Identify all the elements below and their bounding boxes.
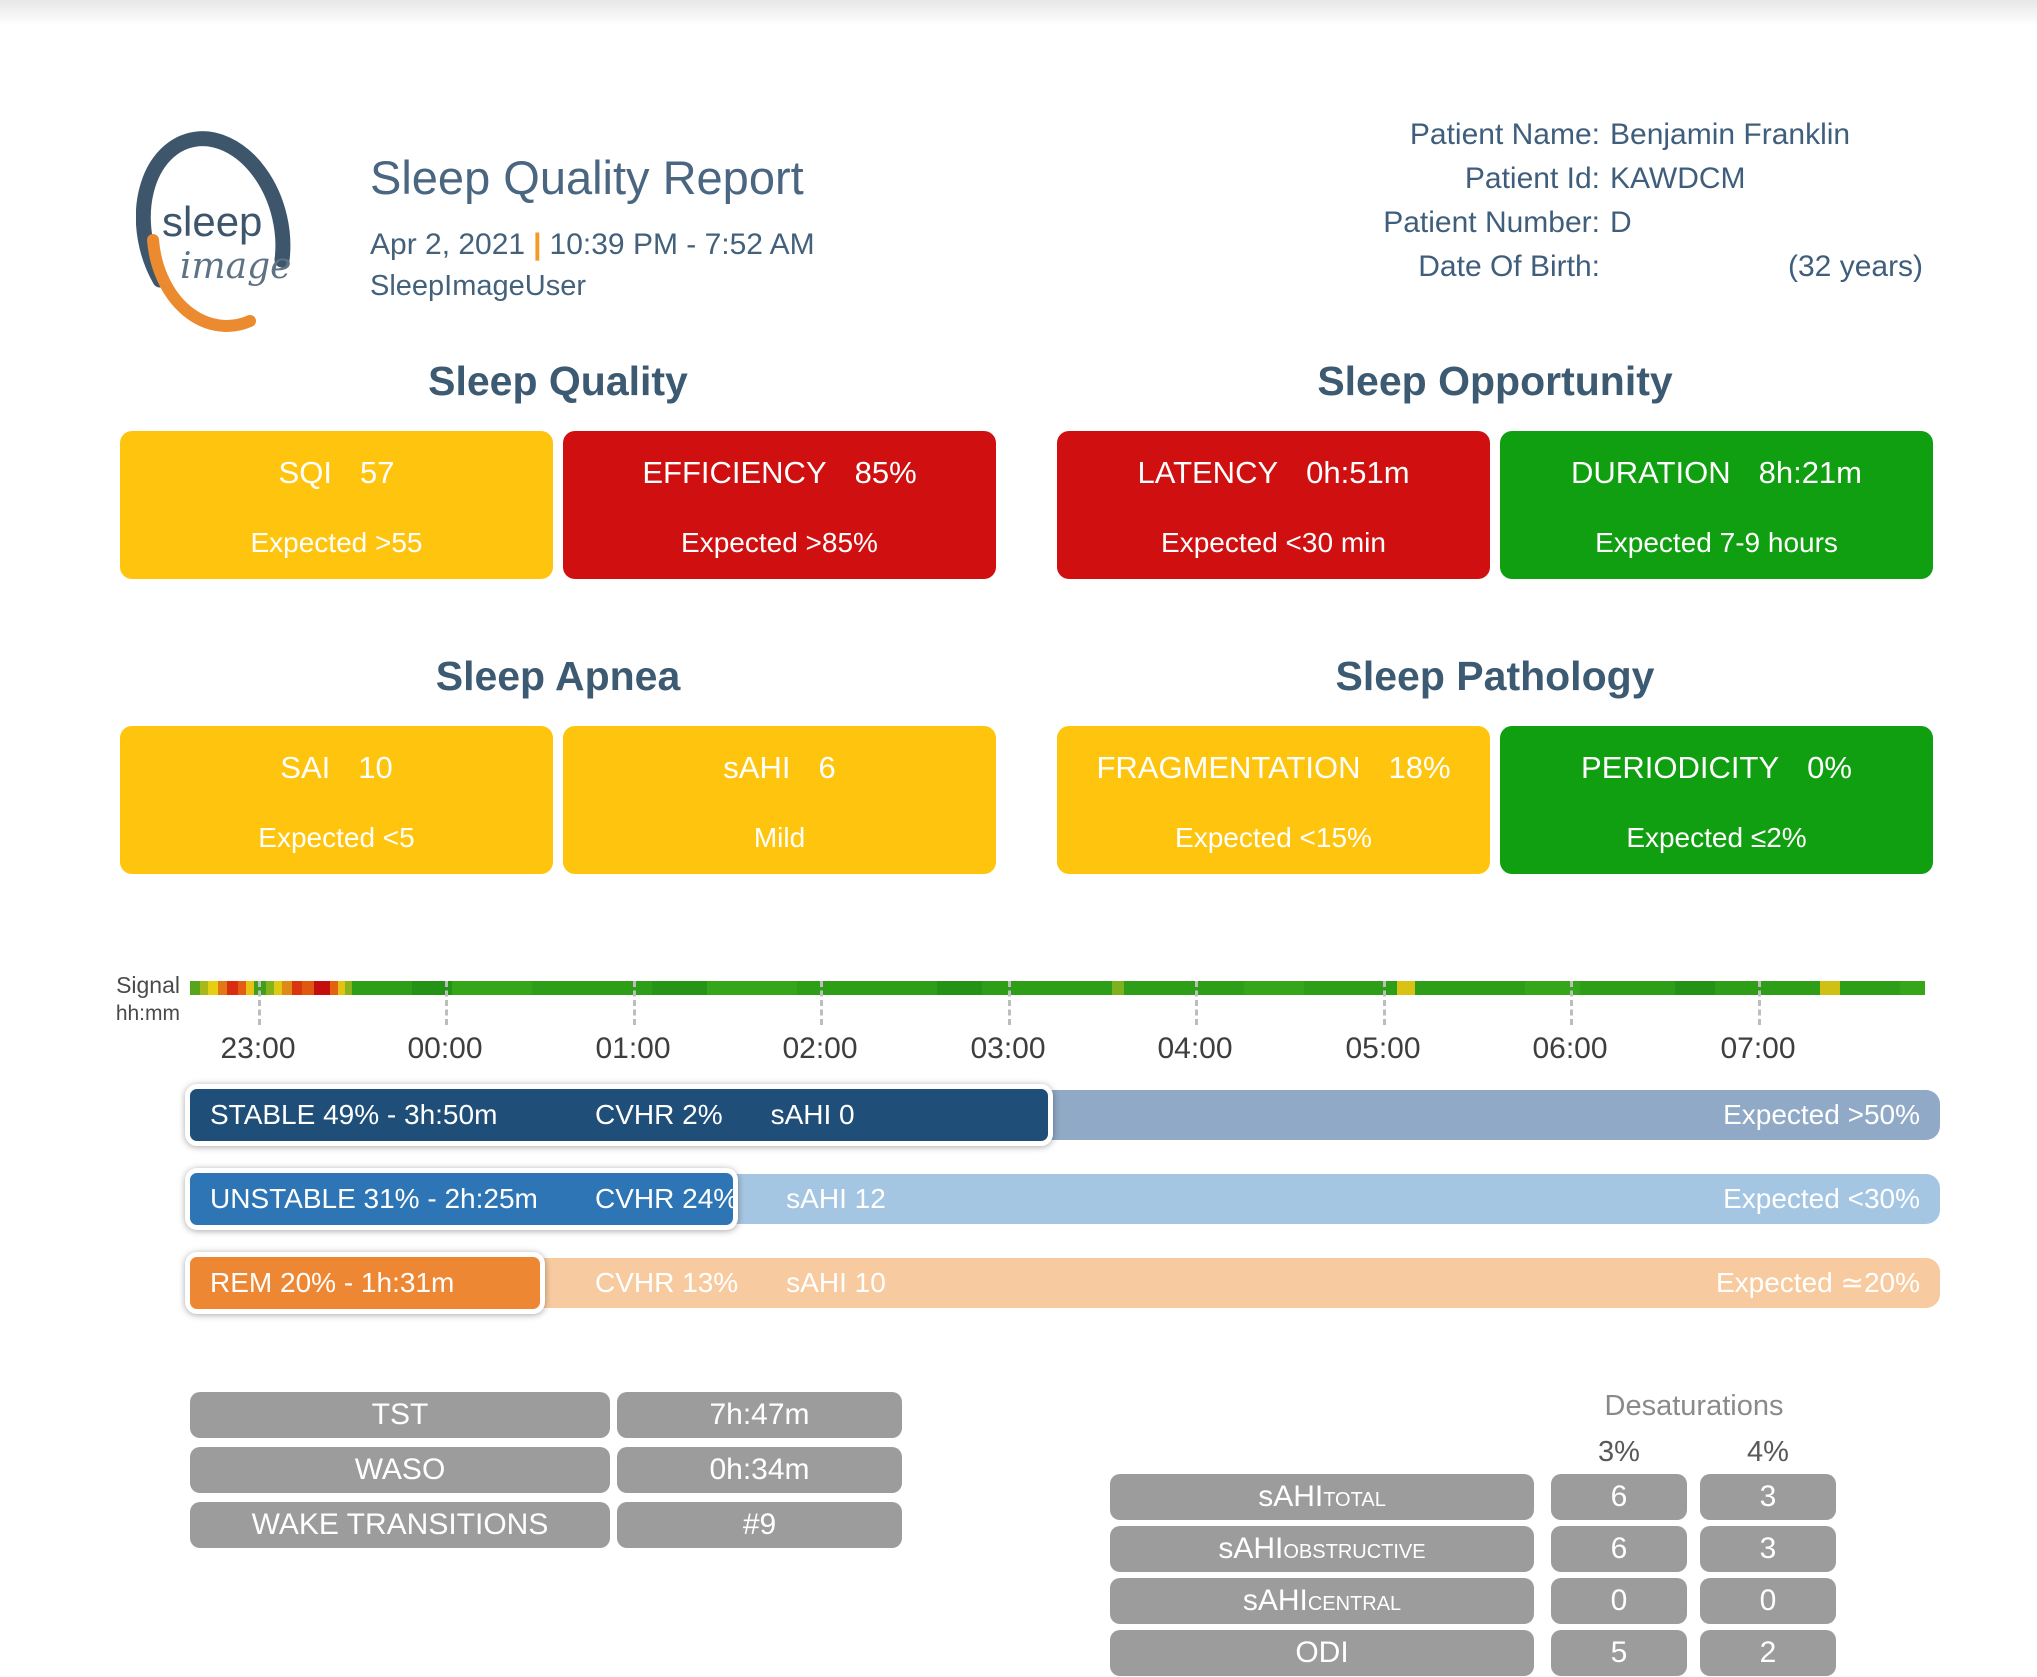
signal-segment (190, 981, 200, 995)
desat-label-base: sAHI (1258, 1480, 1324, 1513)
signal-segment (707, 981, 797, 995)
metric-label: EFFICIENCY (642, 455, 827, 490)
state-bar-rem (190, 1258, 1940, 1308)
tick-mark (1008, 981, 1011, 1025)
signal-segment (452, 981, 532, 995)
signal-segment (238, 981, 246, 995)
date-separator: | (533, 228, 542, 261)
signal-segment (352, 981, 412, 995)
tick-mark (820, 981, 823, 1025)
signal-segment (1820, 981, 1840, 995)
state-bar-expected: Expected <30% (1723, 1183, 1920, 1214)
desat-label-subscript: TOTAL (1323, 1489, 1386, 1511)
state-bar-expected: Expected ≃20% (1715, 1267, 1920, 1298)
signal-segment (1244, 981, 1304, 995)
metric-expected: Mild (753, 822, 806, 853)
patient-label: Date Of Birth: (1418, 250, 1600, 283)
report-user: SleepImageUser (370, 270, 586, 302)
metric-label: SAI (280, 750, 331, 785)
tick-label: 23:00 (220, 1032, 296, 1065)
metric-card-duration (1500, 431, 1933, 579)
metric-value: 10 (358, 750, 393, 785)
metric-card-header (1057, 750, 1490, 786)
signal-segment (338, 981, 345, 995)
tick-mark (445, 981, 448, 1025)
section-title: Sleep Apnea (435, 653, 681, 699)
patient-value-text: Benjamin Franklin (1610, 118, 1851, 151)
section-cards (1057, 726, 1933, 874)
metric-value: 57 (359, 455, 395, 490)
summary-label-pill: WASO (190, 1447, 610, 1493)
patient-value (1610, 250, 1935, 284)
tick-label: 01:00 (595, 1032, 671, 1065)
tick-label: 02:00 (782, 1032, 858, 1065)
metric-expected: Expected >55 (250, 527, 423, 558)
logo-text-sleep: sleep (162, 198, 263, 245)
metric-card-header (563, 455, 996, 491)
page-title: Sleep Quality Report (370, 151, 804, 204)
metric-card-header (1500, 750, 1933, 786)
desat-value-3pct: 0 (1551, 1578, 1687, 1624)
signal-segment (1840, 981, 1900, 995)
desat-value-4pct: 3 (1700, 1526, 1836, 1572)
metric-value: 85% (854, 455, 917, 490)
signal-segment (227, 981, 238, 995)
patient-value (1610, 206, 1935, 240)
page-top-shadow (0, 0, 2037, 26)
state-bar-label: REM 20% - 1h:31m (210, 1267, 455, 1298)
sleepimage-logo (136, 108, 301, 333)
state-bar-expected: Expected >50% (1723, 1099, 1920, 1130)
signal-segment (1397, 981, 1415, 995)
state-bar-cvhr: CVHR 24% (595, 1183, 739, 1214)
desaturations-title: Desaturations (1604, 1390, 1784, 1422)
desat-label-subscript: OBSTRUCTIVE (1283, 1541, 1426, 1563)
signal-segment (797, 981, 937, 995)
state-bar-unstable (190, 1174, 1940, 1224)
metric-label: PERIODICITY (1581, 750, 1780, 785)
metric-card-header (563, 750, 996, 786)
time-axis-label: hh:mm (115, 1002, 180, 1025)
patient-info (1255, 118, 1935, 284)
desat-label-base: sAHI (1242, 1584, 1308, 1617)
patient-label: Patient Number: (1383, 206, 1600, 239)
metric-card-header (120, 750, 553, 786)
metric-expected: Expected <5 (258, 822, 415, 853)
patient-value-text: D (1610, 206, 1632, 239)
state-bar-cvhr-group (595, 1174, 886, 1224)
signal-segment (208, 981, 218, 995)
metric-card-sai (120, 726, 553, 874)
metric-expected: Expected <30 min (1161, 527, 1386, 558)
tick-mark (1570, 981, 1573, 1025)
signal-segment (982, 981, 1112, 995)
metric-label: FRAGMENTATION (1096, 750, 1361, 785)
tick-mark (1195, 981, 1198, 1025)
summary-label-pill: TST (190, 1392, 610, 1438)
tick-label: 03:00 (970, 1032, 1046, 1065)
state-bar-sahi: sAHI 0 (770, 1099, 855, 1130)
patient-label: Patient Name: (1409, 118, 1600, 151)
desat-value-4pct: 3 (1700, 1474, 1836, 1520)
section-panel (1057, 358, 1933, 579)
state-bar-cvhr: CVHR 13% (595, 1267, 739, 1298)
metric-label: SQI (278, 455, 332, 490)
signal-segment (266, 981, 274, 995)
desat-label-pill (1110, 1578, 1534, 1624)
tick-label: 07:00 (1720, 1032, 1796, 1065)
signal-segment (314, 981, 330, 995)
metric-expected: Expected >85% (681, 527, 878, 558)
signal-segment (330, 981, 338, 995)
metric-card-header (1500, 455, 1933, 491)
desat-label-subscript: CENTRAL (1307, 1593, 1402, 1615)
report-date: Apr 2, 2021 (370, 228, 526, 261)
state-bar-label: UNSTABLE 31% - 2h:25m (210, 1183, 538, 1214)
state-bar-cvhr: CVHR 2% (595, 1099, 723, 1130)
state-bar-stable (190, 1090, 1940, 1140)
metric-card-header (1057, 455, 1490, 491)
section-panel (120, 358, 996, 579)
signal-segment (1900, 981, 1925, 995)
signal-segment (345, 981, 352, 995)
metric-card-periodicity (1500, 726, 1933, 874)
patient-value-text: KAWDCM (1610, 162, 1746, 195)
state-bar-text (190, 1090, 1940, 1140)
section-cards (1057, 431, 1933, 579)
section-panel (120, 653, 996, 874)
state-bar-label: STABLE 49% - 3h:50m (210, 1099, 498, 1130)
state-bar-sahi: sAHI 12 (786, 1183, 886, 1214)
signal-segment (274, 981, 282, 995)
summary-value-pill: #9 (617, 1502, 902, 1548)
section-title: Sleep Quality (428, 358, 688, 404)
patient-age: (32 years) (1788, 250, 1924, 283)
metric-value: 8h:21m (1758, 455, 1862, 490)
signal-segment (292, 981, 302, 995)
summary-value-pill: 0h:34m (617, 1447, 902, 1493)
section-panel (1057, 653, 1933, 874)
state-bar-text (190, 1174, 1940, 1224)
summary-value-pill: 7h:47m (617, 1392, 902, 1438)
signal-segment (1112, 981, 1124, 995)
desat-label-base: sAHI (1218, 1532, 1284, 1565)
metric-value: 0% (1807, 750, 1852, 785)
signal-segment (1715, 981, 1820, 995)
state-bar-sahi: sAHI 10 (786, 1267, 886, 1298)
metric-value: 6 (818, 750, 836, 785)
signal-segment (1415, 981, 1525, 995)
desaturations-col-3pct: 3% (1598, 1436, 1640, 1468)
section-cards (120, 431, 996, 579)
tick-mark (633, 981, 636, 1025)
metric-expected: Expected ≤2% (1626, 822, 1807, 853)
desat-value-4pct: 0 (1700, 1578, 1836, 1624)
summary-label-pill: WAKE TRANSITIONS (190, 1502, 610, 1548)
tick-mark (258, 981, 261, 1025)
metric-card-efficiency (563, 431, 996, 579)
metric-label: DURATION (1571, 455, 1731, 490)
metric-value: 0h:51m (1306, 455, 1410, 490)
logo-text-image: image (180, 246, 292, 287)
metric-value: 18% (1388, 750, 1451, 785)
tick-label: 06:00 (1532, 1032, 1608, 1065)
desat-label-pill (1110, 1630, 1534, 1676)
patient-value (1610, 162, 1935, 196)
tick-label: 04:00 (1157, 1032, 1233, 1065)
desat-value-3pct: 6 (1551, 1474, 1687, 1520)
signal-segment (246, 981, 254, 995)
desat-label-pill (1110, 1526, 1534, 1572)
section-title: Sleep Opportunity (1317, 358, 1673, 404)
signal-segment (1580, 981, 1675, 995)
state-bar-cvhr-group (595, 1090, 855, 1140)
signal-label: Signal (116, 972, 180, 998)
signal-segment (200, 981, 208, 995)
metric-label: LATENCY (1137, 455, 1279, 490)
desat-value-3pct: 5 (1551, 1630, 1687, 1676)
metric-label: sAHI (723, 750, 791, 785)
signal-segment (1124, 981, 1244, 995)
tick-label: 05:00 (1345, 1032, 1421, 1065)
metric-card-latency (1057, 431, 1490, 579)
patient-label: Patient Id: (1464, 162, 1600, 195)
metric-card-sahi (563, 726, 996, 874)
signal-segment (218, 981, 227, 995)
desat-label-pill (1110, 1474, 1534, 1520)
section-title: Sleep Pathology (1335, 653, 1655, 699)
desat-value-3pct: 6 (1551, 1526, 1687, 1572)
desaturations-col-4pct: 4% (1747, 1436, 1789, 1468)
signal-segment (1675, 981, 1715, 995)
metric-card-header (120, 455, 553, 491)
signal-segment (652, 981, 707, 995)
section-cards (120, 726, 996, 874)
signal-quality-strip (190, 981, 1925, 995)
signal-segment (282, 981, 292, 995)
report-time-range: 10:39 PM - 7:52 AM (549, 228, 815, 261)
patient-value (1610, 118, 1935, 152)
state-bar-text (190, 1258, 1940, 1308)
signal-segment (302, 981, 314, 995)
metric-expected: Expected <15% (1175, 822, 1372, 853)
sleepimage-logo-icon (136, 108, 301, 333)
state-bar-cvhr-group (595, 1258, 886, 1308)
tick-mark (1383, 981, 1386, 1025)
desat-label-base: ODI (1295, 1636, 1349, 1669)
metric-card-sqi (120, 431, 553, 579)
report-date-line (370, 228, 815, 262)
tick-label: 00:00 (407, 1032, 483, 1065)
metric-expected: Expected 7-9 hours (1595, 527, 1838, 558)
tick-mark (1758, 981, 1761, 1025)
signal-segment (937, 981, 982, 995)
desat-value-4pct: 2 (1700, 1630, 1836, 1676)
metric-card-fragmentation (1057, 726, 1490, 874)
